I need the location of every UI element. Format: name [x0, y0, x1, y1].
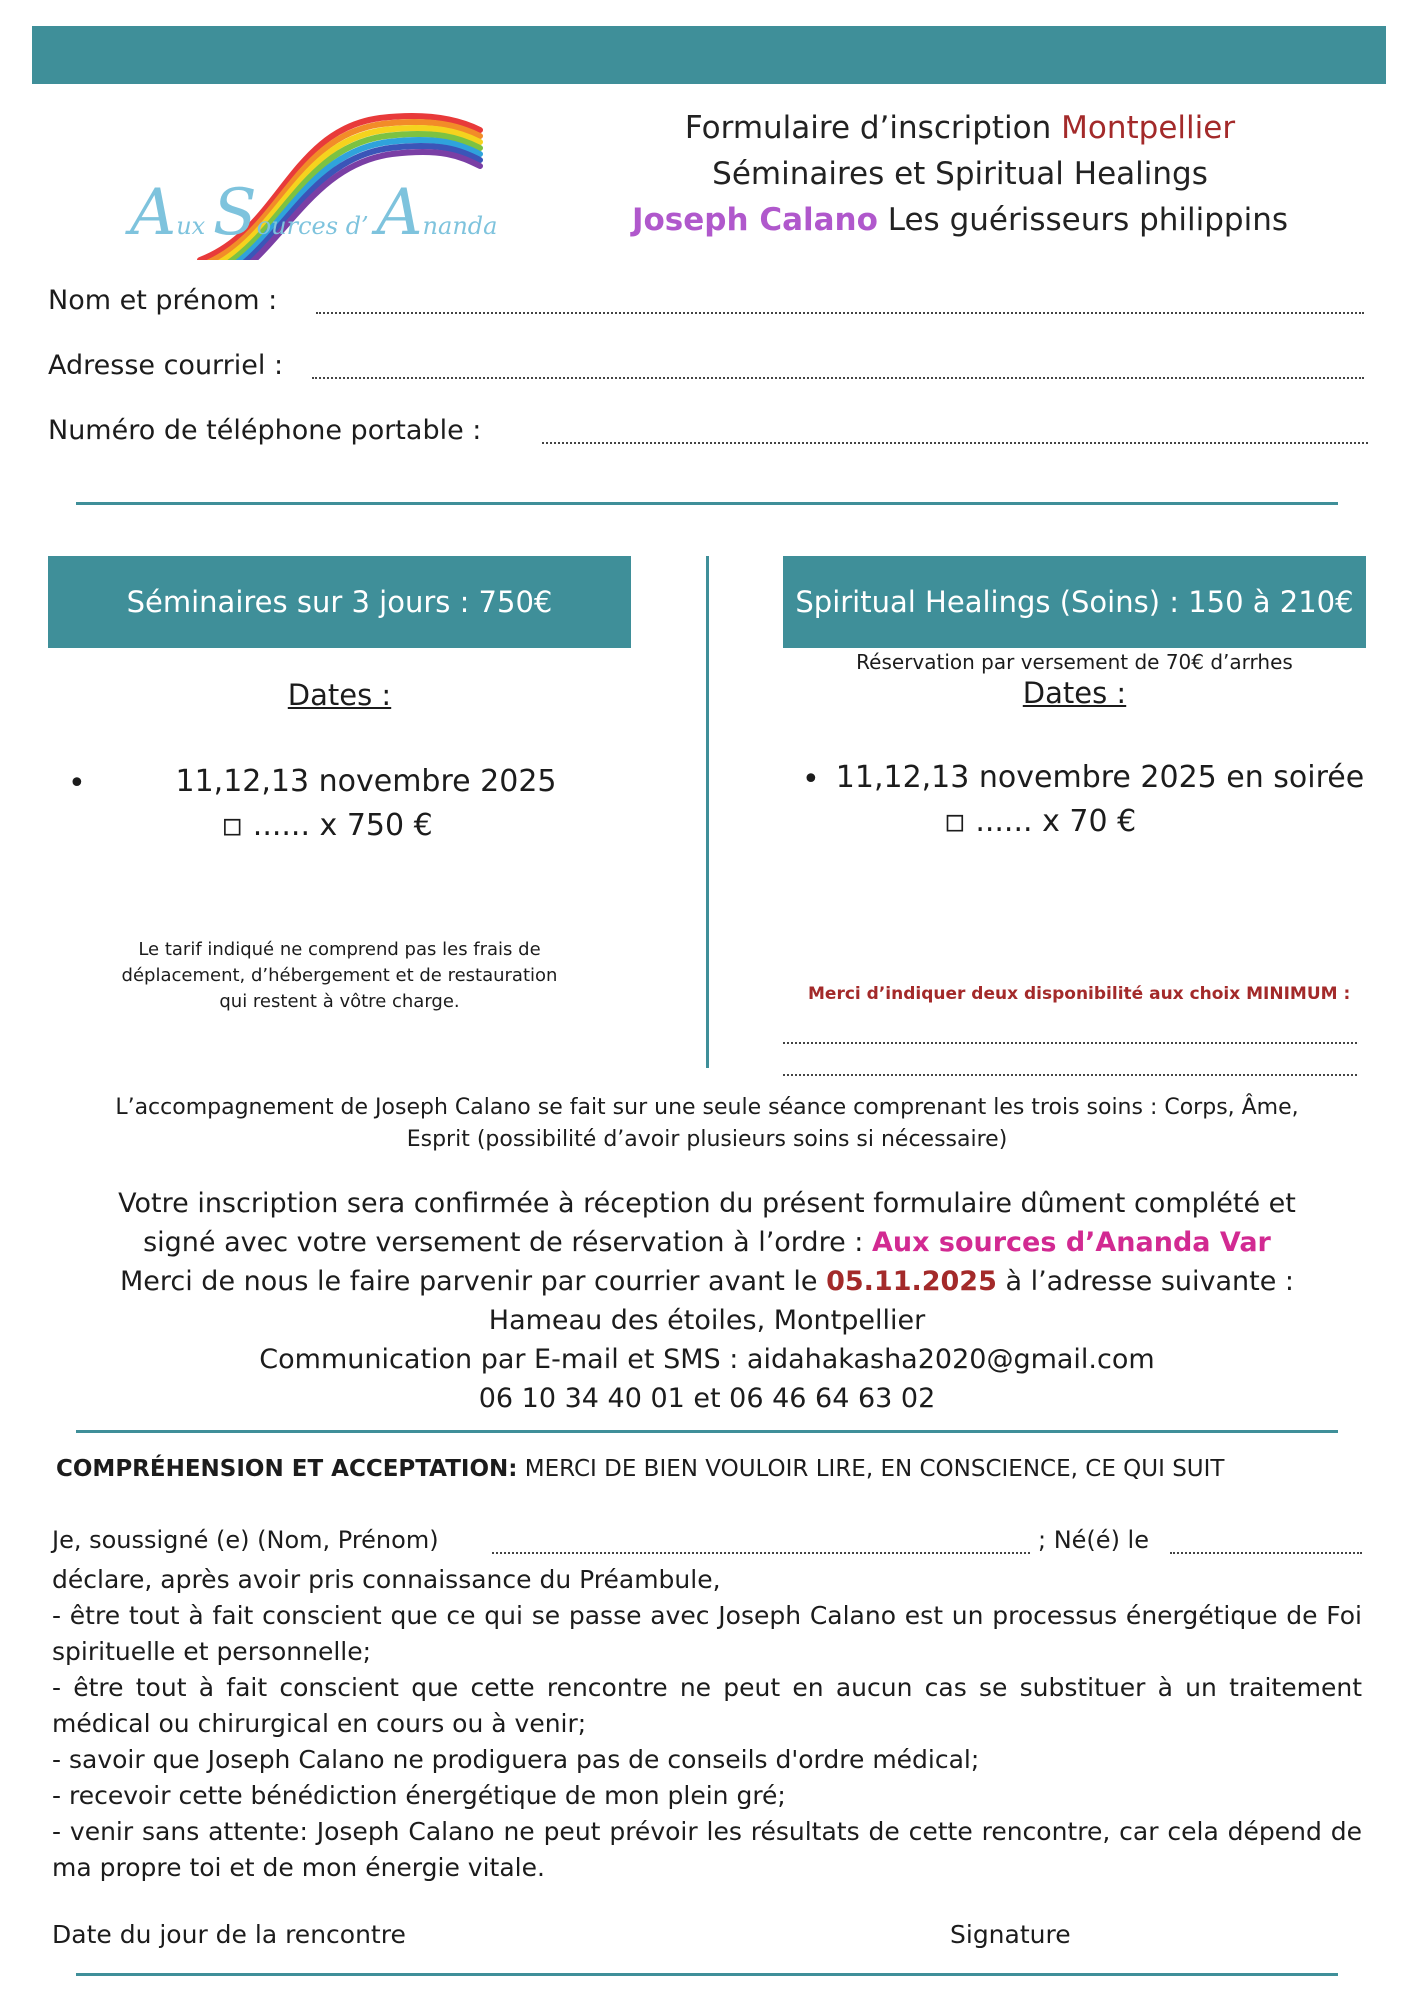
logo-letter: A: [130, 176, 177, 250]
name-field[interactable]: [316, 312, 1364, 314]
deadline-date: 05.11.2025: [826, 1266, 997, 1297]
declaration-item: - recevoir cette bénédiction énergétique de mon plein gré;: [52, 1781, 786, 1810]
postal-address: Hameau des étoiles, Montpellier: [488, 1305, 926, 1336]
signer-name-field[interactable]: [492, 1552, 1030, 1554]
seminar-bullet: •: [68, 766, 86, 801]
seminar-quantity-checkbox[interactable]: ◽ ...... x 750 €: [221, 808, 433, 843]
availability-field-2[interactable]: [783, 1074, 1357, 1076]
header-form-title: Formulaire d’inscription: [684, 110, 1062, 146]
healing-reservation-note: Réservation par versement de 70€ d’arrhes: [856, 650, 1293, 674]
signer-label: Je, soussigné (e) (Nom, Prénom): [52, 1526, 439, 1554]
payee-name: Aux sources d’Ananda Var: [871, 1227, 1271, 1258]
logo-wordmark: [130, 176, 497, 250]
logo-letter: S: [212, 176, 257, 250]
healing-bullet: •: [802, 762, 820, 797]
phone-field[interactable]: [542, 442, 1368, 444]
confirmation-text: Merci de nous le faire parvenir par courrier avant le: [119, 1266, 827, 1297]
header-city: Montpellier: [1061, 110, 1236, 146]
acceptance-heading-bold: COMPRÉHENSION ET ACCEPTATION:: [56, 1456, 518, 1482]
seminar-note-line: déplacement, d’hébergement et de restauration: [121, 965, 558, 986]
phone-field-label: Numéro de téléphone portable :: [48, 415, 482, 446]
declaration-item: - savoir que Joseph Calano ne prodiguera pas de conseils d'ordre médical;: [52, 1745, 980, 1774]
seminar-note-line: qui restent à vôtre charge.: [219, 991, 460, 1012]
logo: [130, 110, 500, 260]
healing-price-box: Spiritual Healings (Soins) : 150 à 210€: [783, 556, 1366, 648]
divider: [76, 1973, 1338, 1976]
header-subtitle: Les guérisseurs philippins: [877, 202, 1289, 238]
logo-word: nanda: [422, 212, 498, 240]
acceptance-heading: [56, 1456, 1224, 1482]
divider: [76, 1430, 1338, 1433]
declaration-list: [52, 1562, 1362, 1886]
meeting-date-label: Date du jour de la rencontre: [52, 1920, 406, 1949]
healing-date: 11,12,13 novembre 2025 en soirée: [835, 760, 1365, 795]
top-band: [32, 26, 1386, 84]
accompaniment-note: [30, 1092, 1384, 1156]
email-field[interactable]: [312, 377, 1364, 379]
acceptance-heading-rest: MERCI DE BIEN VOULOIR LIRE, EN CONSCIENCE, CE QUI SUIT: [517, 1456, 1225, 1482]
logo-word: ux: [176, 212, 206, 240]
birth-date-label: ; Né(é) le: [1038, 1526, 1149, 1554]
declaration-intro: déclare, après avoir pris connaissance du Préambule,: [52, 1565, 721, 1594]
header-line-1: [560, 110, 1360, 146]
healing-availability-note: Merci d’indiquer deux disponibilité aux choix MINIMUM :: [808, 984, 1351, 1004]
seminar-dates-label: Dates :: [287, 678, 392, 712]
healing-dates-label: Dates :: [1022, 676, 1127, 710]
divider: [76, 502, 1338, 505]
birth-date-field[interactable]: [1170, 1552, 1362, 1554]
confirmation-line: [20, 1262, 1394, 1301]
logo-word: d’: [345, 212, 369, 240]
header-line-3: [560, 202, 1360, 238]
header-line-2: Séminaires et Spiritual Healings: [712, 156, 1208, 192]
signature-label: Signature: [950, 1920, 1071, 1949]
logo-letter: A: [376, 176, 423, 250]
declaration-item: - être tout à fait conscient que cette rencontre ne peut en aucun cas se substituer à un traitement médical ou chirurgical en cours ou à venir;: [52, 1673, 1362, 1738]
seminar-note-line: Le tarif indiqué ne comprend pas les frais de: [138, 939, 541, 960]
seminar-price-box: Séminaires sur 3 jours : 750€: [48, 556, 631, 648]
accompaniment-line: Esprit (possibilité d’avoir plusieurs soins si nécessaire): [406, 1127, 1008, 1152]
logo-word: ources: [256, 212, 339, 240]
confirmation-text: à l’adresse suivante :: [996, 1266, 1295, 1297]
confirmation-line: [20, 1223, 1394, 1262]
seminar-date: 11,12,13 novembre 2025: [175, 764, 557, 799]
confirmation-block: [20, 1184, 1394, 1418]
column-divider: [706, 556, 709, 1068]
header-healer-name: Joseph Calano: [631, 202, 878, 238]
seminar-price-note: [48, 937, 631, 1015]
contact-phones: 06 10 34 40 01 et 06 46 64 63 02: [478, 1383, 936, 1414]
availability-field-1[interactable]: [783, 1042, 1357, 1044]
declaration-item: - être tout à fait conscient que ce qui se passe avec Joseph Calano est un processus énergétique de Foi spirituelle et personnelle;: [52, 1601, 1362, 1666]
accompaniment-line: L’accompagnement de Joseph Calano se fait sur une seule séance comprenant les trois soins : Corps, Âme,: [115, 1095, 1299, 1120]
email-field-label: Adresse courriel :: [48, 350, 284, 381]
name-field-label: Nom et prénom :: [48, 285, 278, 316]
contact-email: Communication par E-mail et SMS : aidahakasha2020@gmail.com: [259, 1344, 1155, 1375]
confirmation-text: signé avec votre versement de réservation à l’ordre :: [143, 1227, 872, 1258]
confirmation-line: Votre inscription sera confirmée à réception du présent formulaire dûment complété et: [118, 1188, 1296, 1219]
healing-quantity-checkbox[interactable]: ◽ ...... x 70 €: [943, 804, 1137, 839]
declaration-item: - venir sans attente: Joseph Calano ne peut prévoir les résultats de cette rencontre, car cela dépend de ma propre toi et de mon énergie vitale.: [52, 1817, 1362, 1882]
